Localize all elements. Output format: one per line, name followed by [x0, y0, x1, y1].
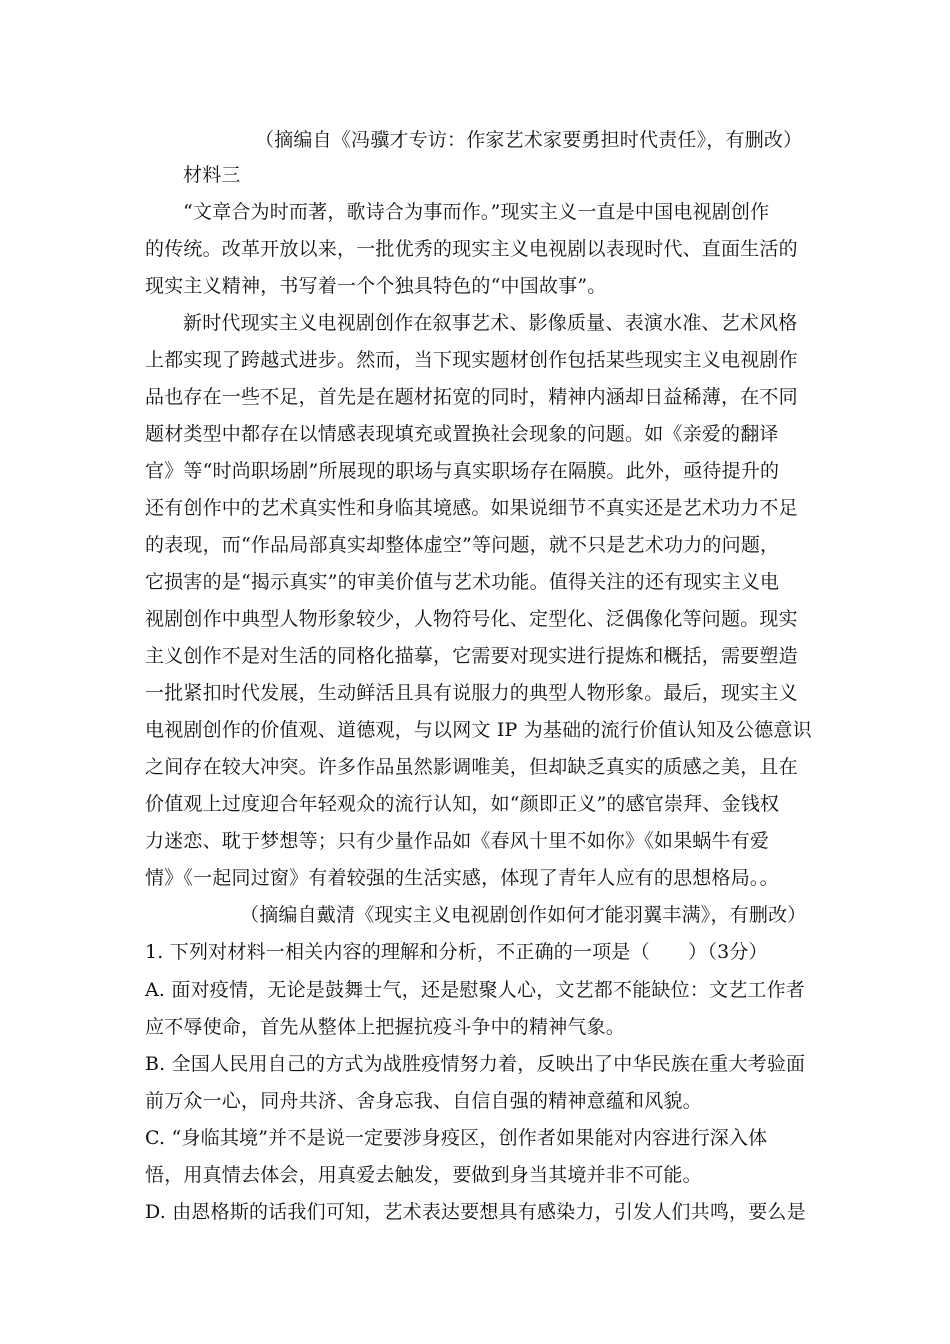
question-1: 1. 下列对材料一相关内容的理解和分析，不正确的一项是（ ）（3分）	[145, 941, 768, 963]
paragraph-1-line: 现实主义精神，书写着一个个独具特色的“中国故事”。	[145, 275, 607, 297]
option-c-line: 悟，用真情去体会，用真爱去触发，要做到身当其境并非不可能。	[145, 1164, 702, 1186]
paragraph-2-line: 新时代现实主义电视剧创作在叙事艺术、影像质量、表演水准、艺术风格	[183, 312, 798, 334]
option-c-line: C. “身临其境”并不是说一定要涉身疫区，创作者如果能对内容进行深入体	[145, 1127, 768, 1149]
paragraph-2-line: 之间存在较大冲突。许多作品虽然影调唯美，但却缺乏真实的质感之美，且在	[145, 756, 798, 778]
source-citation-1: （摘编自《冯骥才专访：作家艺术家要勇担时代责任》，有删改）	[255, 129, 803, 151]
paragraph-1-line: 的传统。改革开放以来，一批优秀的现实主义电视剧以表现时代、直面生活的	[145, 238, 798, 260]
paragraph-2-line: 力迷恋、耽于梦想等；只有少量作品如《春风十里不如你》《如果蜗牛有爱	[145, 830, 770, 852]
paragraph-2-line: 主义创作不是对生活的同格化描摹，它需要对现实进行提炼和概括，需要塑造	[145, 645, 798, 667]
paragraph-2-line: 电视剧创作的价值观、道德观，与以网文 IP 为基础的流行价值认知及公德意识	[145, 719, 812, 741]
paragraph-1-line: “文章合为时而著，歌诗合为事而作。”现实主义一直是中国电视剧创作	[183, 201, 770, 223]
paragraph-2-line: 的表现，而“作品局部真实却整体虚空”等问题，就不只是艺术功力的问题，	[145, 534, 780, 556]
paragraph-2-line: 还有创作中的艺术真实性和身临其境感。如果说细节不真实还是艺术功力不足	[145, 497, 798, 519]
material-3-heading: 材料三	[183, 164, 241, 186]
paragraph-2-line: 一批紧扣时代发展，生动鲜活且具有说服力的典型人物形象。最后，现实主义	[145, 682, 798, 704]
paragraph-2-line: 品也存在一些不足，首先是在题材拓宽的同时，精神内涵却日益稀薄，在不同	[145, 386, 798, 408]
paragraph-2-line: 价值观上过度迎合年轻观众的流行认知，如“颜即正义”的感官崇拜、金钱权	[145, 793, 780, 815]
option-a-line: A. 面对疫情，无论是鼓舞士气，还是慰聚人心，文艺都不能缺位：文艺工作者	[145, 979, 806, 1001]
option-b-line: 前万众一心，同舟共济、舍身忘我、自信自强的精神意蕴和风貌。	[145, 1090, 702, 1112]
paragraph-2-line: 它损害的是“揭示真实”的审美价值与艺术功能。值得关注的还有现实主义电	[145, 571, 780, 593]
option-d-line: D. 由恩格斯的话我们可知，艺术表达要想具有感染力，引发人们共鸣，要么是	[145, 1201, 806, 1223]
option-a-line: 应不辱使命，首先从整体上把握抗疫斗争中的精神气象。	[145, 1016, 626, 1038]
paragraph-2-line: 视剧创作中典型人物形象较少，人物符号化、定型化、泛偶像化等问题。现实	[145, 608, 798, 630]
paragraph-2-line: 题材类型中都存在以情感表现填充或置换社会现象的问题。如《亲爱的翻译	[145, 423, 779, 445]
paragraph-2-line: 上都实现了跨越式进步。然而，当下现实题材创作包括某些现实主义电视剧作	[145, 349, 798, 371]
paragraph-2-line: 官》等“时尚职场剧”所展现的职场与真实职场存在隔膜。此外，亟待提升的	[145, 460, 780, 482]
option-b-line: B. 全国人民用自己的方式为战胜疫情努力着，反映出了中华民族在重大考验面	[145, 1053, 806, 1075]
paragraph-2-line: 情》《一起同过窗》有着较强的生活实感，体现了青年人应有的思想格局。。	[145, 867, 779, 889]
source-citation-2: （摘编自戴清《现实主义电视剧创作如何才能羽翼丰满》，有删改）	[240, 904, 807, 926]
